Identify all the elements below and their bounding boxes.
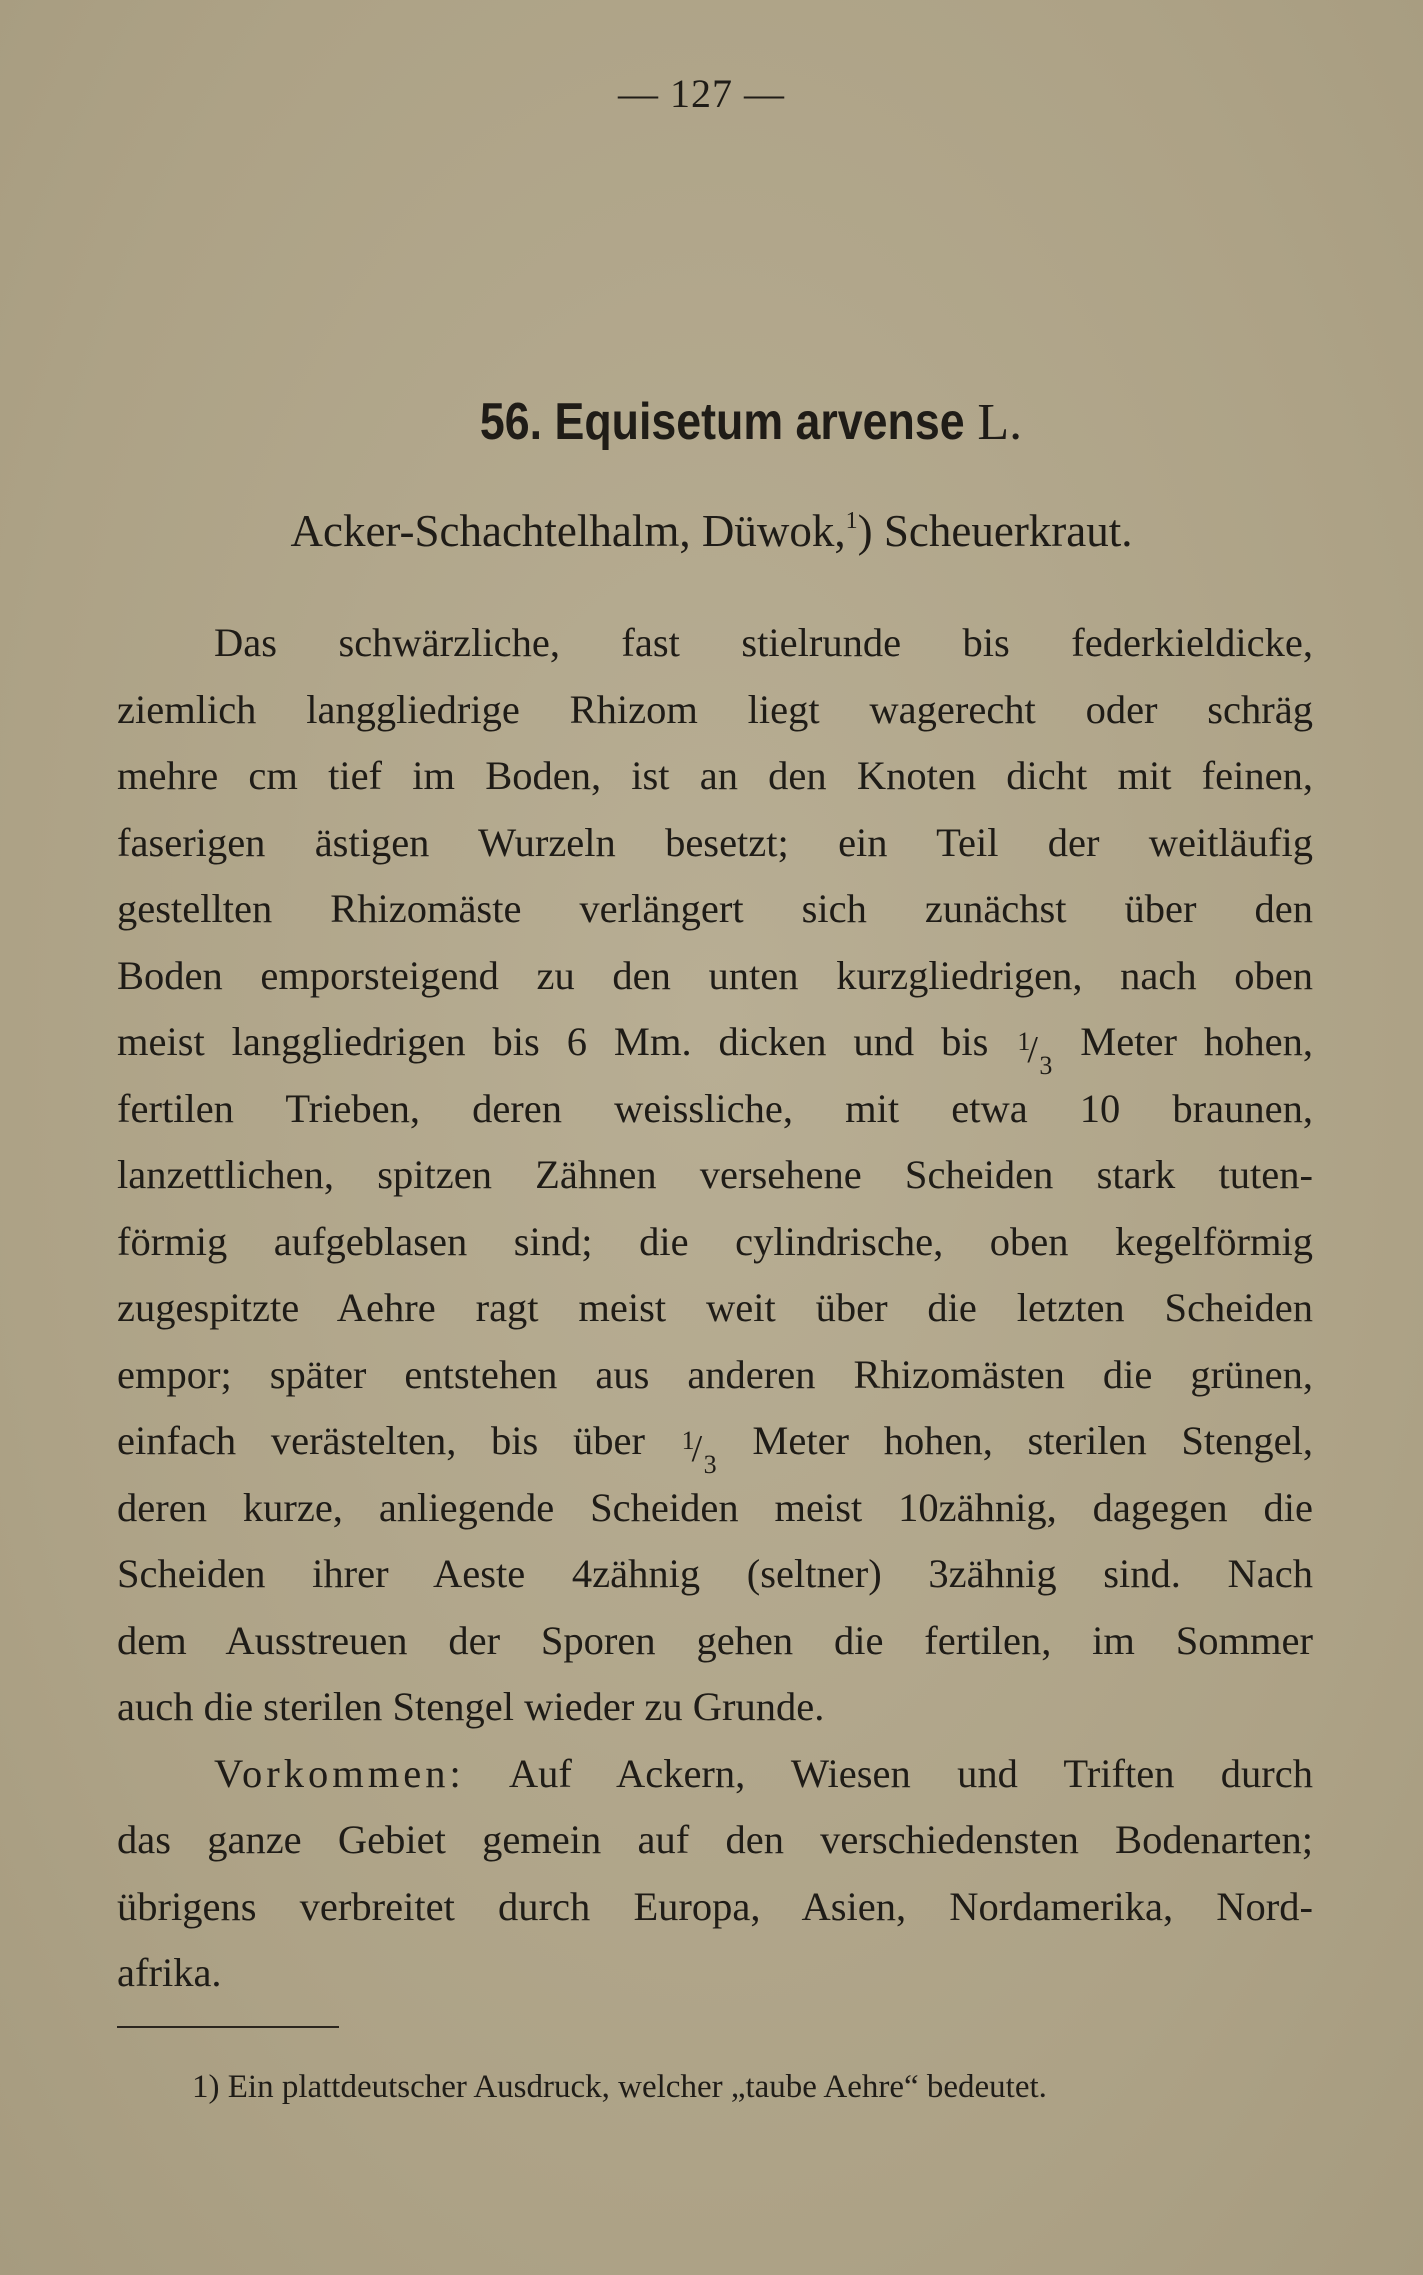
fraction-numerator: 1 — [681, 1426, 695, 1455]
vorkommen-line — [117, 1741, 1313, 1808]
fraction-denominator: 3 — [703, 1450, 717, 1479]
text-line: Boden emporsteigend zu den unten kurzgliedrigen, nach oben — [117, 952, 1313, 998]
text-line-with-fraction — [117, 1408, 1313, 1479]
vorkommen-text: Auf Ackern, Wiesen und Triften durch — [508, 1750, 1314, 1796]
text-segment: einfach verästelten, bis über — [117, 1418, 645, 1463]
text-segment: meist langgliedrigen bis 6 Mm. dicken und bis — [117, 1019, 989, 1064]
text-line: übrigens verbreitet durch Europa, Asien, Nordamerika, Nord- — [117, 1883, 1313, 1929]
common-names-before: Acker-Schachtelhalm, Düwok, — [290, 506, 846, 556]
footnote-marker: 1 — [845, 508, 858, 534]
text-line: lanzettlichen, spitzen Zähnen versehene Scheiden stark tuten- — [117, 1152, 1313, 1197]
fraction-one-third — [680, 1418, 718, 1479]
text-line: das ganze Gebiet gemein auf den verschiedensten Bodenarten; — [117, 1817, 1313, 1862]
species-author: L. — [977, 394, 1023, 451]
species-heading — [0, 392, 1423, 453]
footnote: 1) Ein plattdeutscher Ausdruck, welcher „taube Aehre“ bedeutet. — [192, 2069, 1047, 2105]
text-line: zugespitzte Aehre ragt meist weit über die letzten Scheiden — [117, 1285, 1313, 1330]
text-line-with-fraction — [117, 1009, 1314, 1080]
text-line: dem Ausstreuen der Sporen gehen die fertilen, im Sommer — [117, 1617, 1313, 1663]
page-number: — 127 — — [618, 71, 785, 116]
text-line: auch die sterilen Stengel wieder zu Grunde. — [117, 1684, 825, 1729]
text-line: förmig aufgeblasen sind; die cylindrische, oben kegelförmig — [117, 1218, 1313, 1264]
text-line: deren kurze, anliegende Scheiden meist 10zähnig, dagegen die — [117, 1484, 1313, 1530]
fraction-one-third — [1015, 1019, 1053, 1080]
species-number-and-name: 56. Equisetum arvense — [479, 393, 965, 451]
fraction-numerator: 1 — [1017, 1027, 1031, 1056]
text-line: fertilen Trieben, deren weissliche, mit etwa 10 braunen, — [117, 1085, 1313, 1131]
footnote-divider — [117, 2026, 339, 2028]
text-line: ziemlich langgliedrige Rhizom liegt wagerecht oder schräg — [117, 686, 1313, 732]
vorkommen-label: Vorkommen: — [214, 1750, 465, 1796]
common-names — [0, 503, 1423, 559]
text-segment: Meter hohen, sterilen Stengel, — [752, 1418, 1313, 1463]
text-line: mehre cm tief im Boden, ist an den Knoten dicht mit feinen, — [117, 753, 1313, 798]
text-line: empor; später entstehen aus anderen Rhizomästen die grünen, — [117, 1351, 1313, 1397]
fraction-slash: / — [691, 1428, 703, 1470]
text-segment: Meter hohen, — [1080, 1019, 1314, 1064]
description-text — [117, 610, 1313, 2007]
fraction-denominator: 3 — [1039, 1051, 1053, 1080]
common-names-after: ) Scheuerkraut. — [857, 506, 1133, 556]
text-line: Scheiden ihrer Aeste 4zähnig (seltner) 3zähnig sind. Nach — [117, 1551, 1313, 1596]
text-line: gestellten Rhizomäste verlängert sich zunächst über den — [117, 886, 1313, 931]
text-line: afrika. — [117, 1950, 222, 1995]
text-line: Das schwärzliche, fast stielrunde bis federkieldicke, — [214, 620, 1313, 665]
fraction-slash: / — [1027, 1029, 1038, 1071]
text-line: faserigen ästigen Wurzeln besetzt; ein Teil der weitläufig — [117, 819, 1313, 865]
